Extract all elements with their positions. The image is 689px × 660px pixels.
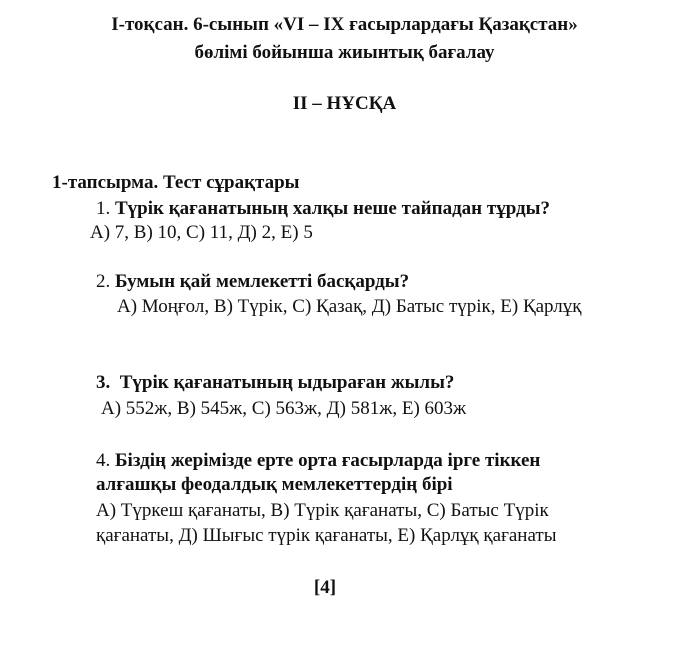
question-3-options: А) 552ж, В) 545ж, С) 563ж, Д) 581ж, Е) 603ж xyxy=(101,398,467,419)
document-title-line2: бөлімі бойынша жиынтық бағалау xyxy=(194,42,495,63)
question-number: 1. xyxy=(96,198,111,219)
document-title-line1: І-тоқсан. 6-сынып «VI – IX ғасырлардағы Қазақстан» xyxy=(111,14,578,35)
task-title: 1-тапсырма. Тест сұрақтары xyxy=(52,172,300,193)
question-1 xyxy=(96,198,550,220)
variant-heading: ІІ – НҰСҚА xyxy=(292,93,397,114)
question-4-options-line1: А) Түркеш қағанаты, В) Түрік қағанаты, С) Батыс Түрік xyxy=(96,500,549,521)
question-text: Бумын қай мемлекетті басқарды? xyxy=(115,271,410,292)
question-text: Түрік қағанатының ыдыраған жылы? xyxy=(119,372,455,393)
question-number: 2. xyxy=(96,271,111,292)
question-4-text-line2: алғашқы феодалдық мемлекеттердің бірі xyxy=(96,474,453,495)
question-3 xyxy=(96,372,454,394)
question-4-options-line2: қағанаты, Д) Шығыс түрік қағанаты, Е) Қарлұқ қағанаты xyxy=(96,525,557,546)
question-2-options: А) Моңғол, В) Түрік, С) Қазақ, Д) Батыс түрік, Е) Қарлұқ xyxy=(117,296,582,317)
question-1-options: А) 7, В) 10, С) 11, Д) 2, Е) 5 xyxy=(90,222,313,243)
question-text: Түрік қағанатының халқы неше тайпадан тұрды? xyxy=(115,198,550,219)
question-text-line1: Біздің жерімізде ерте орта ғасырларда ірге тіккен xyxy=(115,450,541,471)
score-mark: [4] xyxy=(313,577,337,598)
question-number: 4. xyxy=(96,450,111,471)
question-4 xyxy=(96,450,540,472)
question-2 xyxy=(96,271,409,293)
question-number: 3. xyxy=(96,372,111,393)
